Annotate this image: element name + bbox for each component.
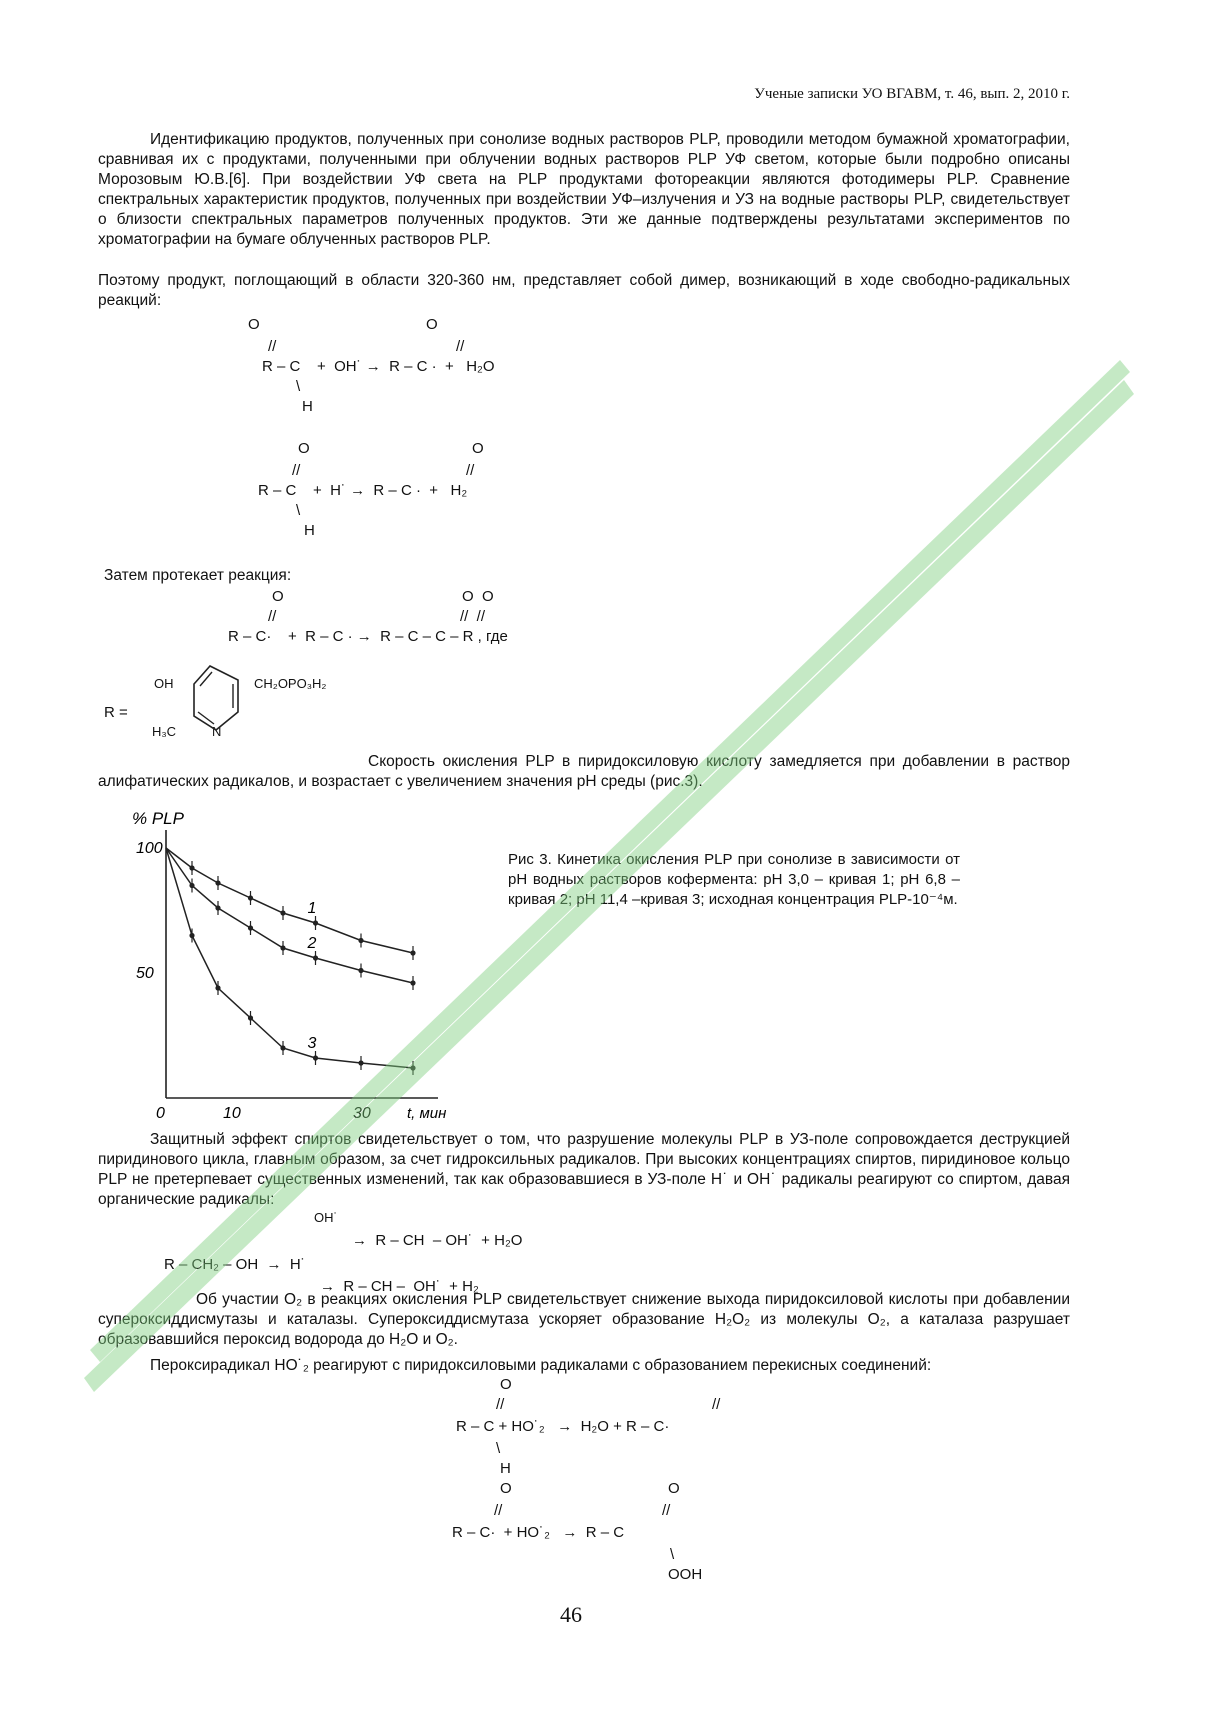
r1-double-bond-2: // <box>456 338 465 355</box>
r1-oxygen-1: O <box>248 316 260 333</box>
paragraph-identification: Идентификацию продуктов, полученных при сонолизе водных растворов PLP, проводили методом бумажной хроматографии, сравнивая их с продуктами, полученными при облучении водных растворов PLP УФ светом, которые были подробно описаны Морозовым Ю.В.[6]. При воздействии УФ света на PLP продуктами фотореакции являются фотодимеры PLP. Сравнение спектральных характеристик продуктов, полученных при воздействии УФ–излучения и УЗ на водные растворы PLP, свидетельствует о близости спектральных параметров полученных продуктов. Эти же данные подтверждены результатами экспериментов по хроматографии на бумаге облученных растворов PLP. <box>98 131 1070 248</box>
r2-hydrogen: H <box>304 522 315 539</box>
series-line-1 <box>166 848 413 953</box>
r1-double-bond-1: // <box>268 338 277 355</box>
x-tick-label: 10 <box>223 1105 241 1122</box>
r3-oxygen-2: O O <box>462 588 494 605</box>
r6-ooh: OOH <box>668 1566 703 1583</box>
y-tick-label: 50 <box>136 965 154 982</box>
r1-hydrogen: H <box>302 398 313 415</box>
r-definition-label: R = <box>104 704 128 721</box>
reaction-6-line: R – C· + HO˙₂ → R – C <box>452 1524 625 1541</box>
r5-oxygen: O <box>500 1376 512 1393</box>
ring-h3c: H₃C <box>152 724 177 739</box>
r4-oh-radical: OH˙ <box>314 1210 338 1225</box>
reaction-2-line: R – C + H˙ → R – C · + H₂ <box>258 482 468 499</box>
r1-oxygen-2: O <box>426 316 438 333</box>
r6-double-bond-1: // <box>494 1502 503 1519</box>
y-axis-label: % PLP <box>132 809 184 828</box>
r5-hydrogen: H <box>500 1460 511 1477</box>
ring-n: N <box>212 724 222 739</box>
r3-oxygen-1: O <box>272 588 284 605</box>
series-label-3: 3 <box>307 1035 317 1052</box>
r1-bond: \ <box>296 378 301 395</box>
pyridine-ring-structure <box>176 660 258 742</box>
x-axis-label: t, мин <box>407 1105 447 1122</box>
paragraph-dimer: Поэтому продукт, поглощающий в области 320-360 нм, представляет собой димер, возникающий в ходе свободно-радикальных реакций: <box>98 272 1070 309</box>
reaction-4-line-1: → R – CH – OH˙ + H₂O <box>352 1232 523 1249</box>
r6-double-bond-2: // <box>662 1502 671 1519</box>
r5-double-bond-1: // <box>496 1396 505 1413</box>
page-number: 46 <box>560 1602 582 1627</box>
series-label-1: 1 <box>307 900 317 917</box>
r2-bond: \ <box>296 502 301 519</box>
reaction-5-line: R – C + HO˙₂ → H₂O + R – C· <box>456 1418 670 1435</box>
paragraph-oxidation-rate: Скорость окисления PLP в пиридоксиловую кислоту замедляется при добавлении в раствор алифатических радикалов, и возрастает с увеличением значения pH среды (рис.3). <box>98 753 1070 790</box>
kinetics-chart <box>120 808 450 1126</box>
x-tick-label: 0 <box>156 1105 165 1122</box>
reaction-4-line-0: R – CH₂ – OH → H˙ <box>164 1256 306 1273</box>
r2-oxygen-1: O <box>298 440 310 457</box>
paragraph-then: Затем протекает реакция: <box>104 567 292 584</box>
r2-oxygen-2: O <box>472 440 484 457</box>
paragraph-o2-participation: Об участии O₂ в реакциях окисления PLP свидетельствует снижение выхода пиридоксиловой кислоты при добавлении супероксиддисмутазы и каталазы. Супероксиддисмутаза ускоряет образование H₂O₂ из молекулы O₂, а каталаза разрушает образовавшийся пероксид водорода до H₂O и O₂. <box>98 1291 1070 1348</box>
r3-double-bond-1: // <box>268 608 277 625</box>
r5-double-bond-2: // <box>712 1396 721 1413</box>
r2-double-bond-2: // <box>466 462 475 479</box>
r5-bond: \ <box>496 1440 501 1457</box>
journal-header: Ученые записки УО ВГАВМ, т. 46, вып. 2, 2010 г. <box>754 86 1070 102</box>
ring-oh: OH <box>154 676 174 691</box>
reaction-1-line: R – C + OH˙ → R – C · + H₂O <box>262 358 495 375</box>
y-tick-label: 100 <box>136 840 163 857</box>
reaction-4-line-2: → R – CH – OH˙ + H₂ <box>320 1278 479 1295</box>
figure-caption: Рис 3. Кинетика окисления PLP при сонолизе в зависимости от pH водных растворов кофермента: pH 3,0 – кривая 1; pH 6,8 – кривая 2; pH 11,4 –кривая 3; исходная концентрация PLP-10⁻⁴м. <box>508 851 960 908</box>
ring-ch2opo3h2: CH₂OPO₃H₂ <box>254 676 327 691</box>
r6-bond: \ <box>670 1546 675 1563</box>
series-line-3 <box>166 848 413 1068</box>
x-tick-label: 30 <box>353 1105 371 1122</box>
r3-double-bond-2: // // <box>460 608 486 625</box>
r6-oxygen-1: O <box>500 1480 512 1497</box>
r2-double-bond-1: // <box>292 462 301 479</box>
paragraph-protective-effect: Защитный эффект спиртов свидетельствует о том, что разрушение молекулы PLP в УЗ-поле сопровождается деструкцией пиридинового цикла, главным образом, за счет гидроксильных радикалов. При высоких концентрациях спиртов, пиридиновое кольцо PLP не претерпевает существенных изменений, так как образовавшиеся в УЗ-поле H˙ и OH˙ радикалы реагируют со спиртом, давая органические радикалы: <box>98 1131 1070 1208</box>
paragraph-peroxyradical: Пероксирадикал HO˙₂ реагируют с пиридоксиловыми радикалами с образованием перекисных соединений: <box>150 1357 932 1374</box>
reaction-3-line: R – C· + R – C · → R – C – C – R , где <box>228 628 508 645</box>
series-label-2: 2 <box>307 935 317 952</box>
r6-oxygen-2: O <box>668 1480 680 1497</box>
